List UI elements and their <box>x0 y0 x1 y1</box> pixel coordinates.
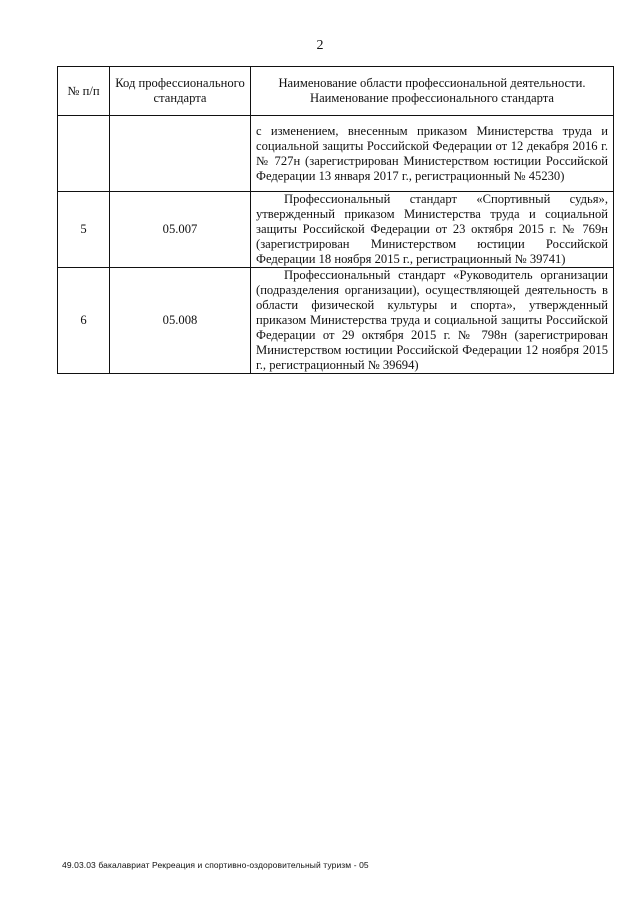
row-number: 5 <box>58 192 110 268</box>
header-name-line1: Наименование области профессиональной деятельности. <box>278 76 586 90</box>
table-header-row <box>58 67 614 116</box>
table-row <box>58 192 614 268</box>
page-number: 2 <box>316 38 324 53</box>
header-number: № п/п <box>58 67 110 116</box>
row-description-text: Профессиональный стандарт «Спортивный судья», утвержденный приказом Министерства труда и социальной защиты Российской Федерации от 23 октября 2015 г. № 769н (зарегистрирован Министерством юстиции Российской Федерации 18 ноября 2015 г., регистрационный № 39741) <box>256 192 608 266</box>
table-row <box>58 116 614 192</box>
row-code <box>110 116 251 192</box>
header-code: Код профессионального стандарта <box>110 67 251 116</box>
document-footer: 49.03.03 бакалавриат Рекреация и спортивно-оздоровительный туризм - 05 <box>62 860 369 870</box>
row-code: 05.007 <box>110 192 251 268</box>
professional-standards-table <box>57 66 614 374</box>
header-name-line2: Наименование профессионального стандарта <box>310 91 554 105</box>
row-description: с изменением, внесенным приказом Министерства труда и социальной защиты Российской Федерации от 12 декабря 2016 г. № 727н (зарегистрирован Министерством юстиции Российской Федерации 13 января 2017 г., регистрационный № 45230) <box>251 116 614 192</box>
header-name <box>251 67 614 116</box>
row-description <box>251 268 614 374</box>
row-code: 05.008 <box>110 268 251 374</box>
row-number <box>58 116 110 192</box>
row-description-text: Профессиональный стандарт «Руководитель организации (подразделения организации), осуществляющей деятельность в области физической культуры и спорта», утвержденный приказом Министерства труда и социальной защиты Российской Федерации от 29 октября 2015 г. № 798н (зарегистрирован Министерством юстиции Российской Федерации 12 ноября 2015 г., регистрационный № 39694) <box>256 268 608 372</box>
row-number: 6 <box>58 268 110 374</box>
row-description <box>251 192 614 268</box>
table-row <box>58 268 614 374</box>
